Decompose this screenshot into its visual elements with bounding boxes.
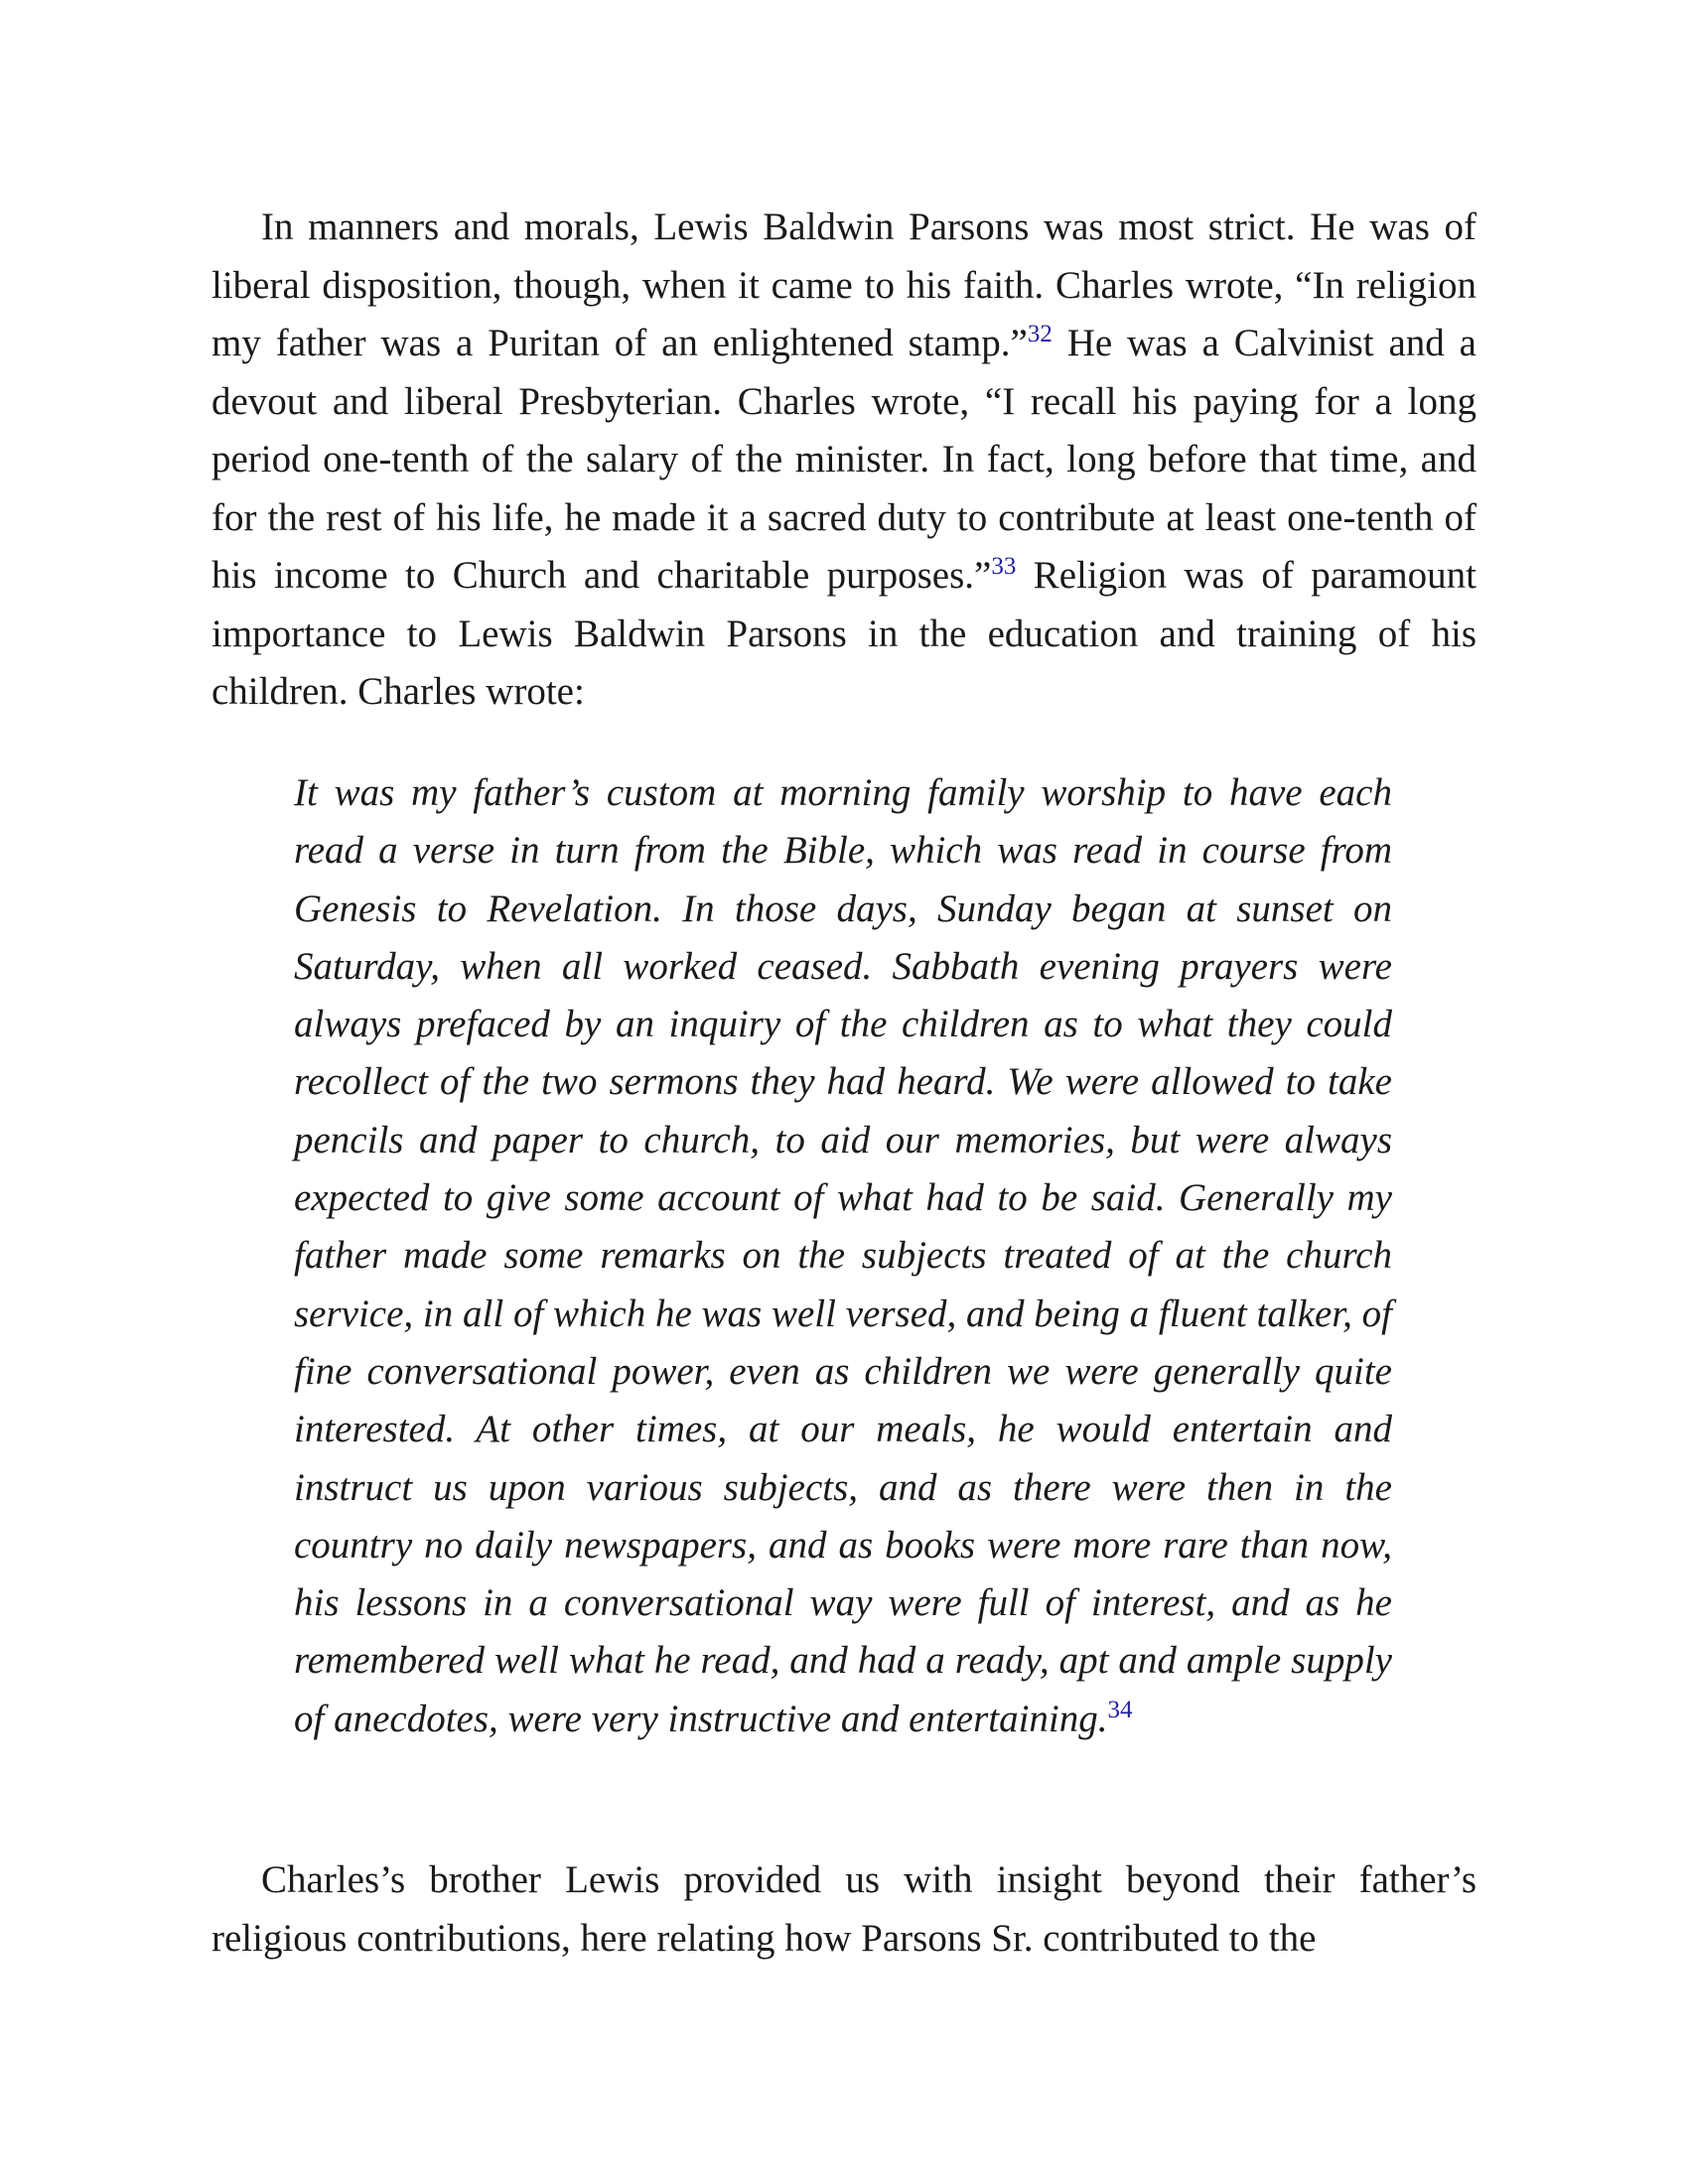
- body-paragraph-2: [211, 1851, 1477, 1968]
- paragraph-text: In manners and morals, Lewis Baldwin Parsons was most strict. He was of liberal disposition, though, when it came to his faith. Charles wrote, “In religion my father was a Puritan of an enlightened stamp.”: [211, 205, 1477, 364]
- footnote-ref-32[interactable]: 32: [1027, 321, 1053, 347]
- paragraph-text: Charles’s brother Lewis provided us with insight beyond their father’s religious contributions, here relating how Parsons Sr. contributed to the: [211, 1858, 1477, 1960]
- body-paragraph-1: [211, 199, 1477, 722]
- footnote-ref-33[interactable]: 33: [991, 553, 1017, 580]
- paragraph-text: Religion was of paramount importance to Lewis Baldwin Parsons in the education and training of his children. Charles wrote:: [211, 554, 1477, 713]
- paragraph-text: He was a Calvinist and a devout and liberal Presbyterian. Charles wrote, “I recall his paying for a long period one-tenth of the salary of the minister. In fact, long before that time, and for the rest of his life, he made it a sacred duty to contribute at least one-tenth of his income to Church and charitable purposes.”: [211, 322, 1477, 597]
- quote-text: It was my father’s custom at morning family worship to have each read a verse in turn from the Bible, which was read in course from Genesis to Revelation. In those days, Sunday began at sunset on Saturday, when all worked ceased. Sabbath evening prayers were always prefaced by an inquiry of the children as to what they could recollect of the two sermons they had heard. We were allowed to take pencils and paper to church, to aid our memories, but were always expected to give some account of what had to be said. Generally my father made some remarks on the subjects treated of at the church service, in all of which he was well versed, and being a fluent talker, of fine conversational power, even as children we were generally quite interested. At other times, at our meals, he would entertain and instruct us upon various subjects, and as there were then in the country no daily newspapers, and as books were more rare than now, his lessons in a conversational way were full of interest, and as he remembered well what he read, and had a ready, apt and ample supply of anecdotes, were very instructive and entertaining.: [294, 771, 1392, 1740]
- footnote-ref-34[interactable]: 34: [1107, 1696, 1133, 1723]
- block-quote: [294, 764, 1392, 1748]
